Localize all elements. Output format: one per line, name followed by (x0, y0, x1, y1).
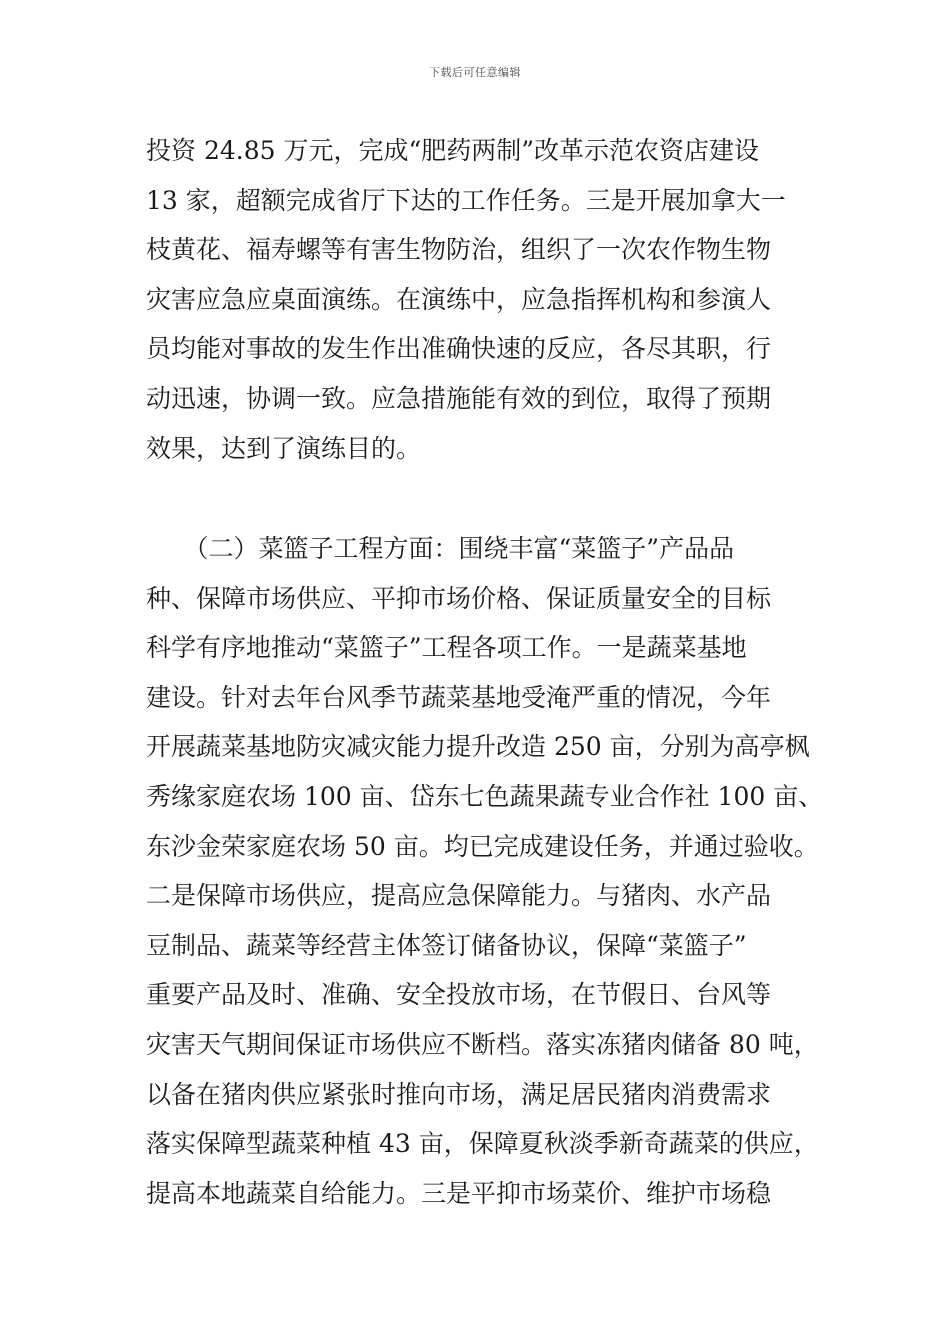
text-line: 落实保障型蔬菜种植 43 亩，保障夏秋淡季新奇蔬菜的供应， (146, 1129, 819, 1159)
text-line: 动迅速，协调一致。应急措施能有效的到位，取得了预期 (146, 383, 772, 413)
text-line: 开展蔬菜基地防灾减灾能力提升改造 250 亩，分别为高亭枫 (146, 732, 810, 762)
text-line: 科学有序地推动“菜篮子”工程各项工作。一是蔬菜基地 (146, 633, 747, 663)
text-line: 以备在猪肉供应紧张时推向市场，满足居民猪肉消费需求 (146, 1079, 772, 1109)
text-line: 投资 24.85 万元，完成“肥药两制”改革示范农资店建设 (146, 136, 760, 165)
text-line: 二是保障市场供应，提高应急保障能力。与猪肉、水产品 (146, 881, 772, 911)
text-line: 重要产品及时、准确、安全投放市场，在节假日、台风等 (146, 980, 772, 1010)
paragraph-2 (146, 524, 826, 1218)
text-line: 灾害应急应桌面演练。在演练中，应急指挥机构和参演人 (146, 284, 772, 314)
text-line: 13 家，超额完成省厅下达的工作任务。三是开展加拿大一 (146, 185, 786, 215)
text-line: 豆制品、蔬菜等经营主体签订储备协议，保障“菜篮子” (146, 930, 747, 960)
text-line: 效果，达到了演练目的。 (146, 433, 422, 463)
text-line: 秀缘家庭农场 100 亩、岱东七色蔬果蔬专业合作社 100 亩、 (146, 781, 824, 811)
page-header: 下载后可任意编辑 (429, 66, 521, 79)
text-line: 提高本地蔬菜自给能力。三是平抑市场菜价、维护市场稳 (146, 1178, 772, 1208)
text-line: 灾害天气期间保证市场供应不断档。落实冻猪肉储备 80 吨， (146, 1029, 819, 1059)
text-line: 员均能对事故的发生作出准确快速的反应，各尽其职，行 (146, 334, 772, 364)
text-line: （二）菜篮子工程方面：围绕丰富“菜篮子”产品品 (146, 534, 735, 563)
text-line: 建设。针对去年台风季节蔬菜基地受淹严重的情况，今年 (146, 682, 772, 712)
paragraph-1 (146, 126, 826, 473)
text-line: 种、保障市场供应、平抑市场价格、保证质量安全的目标 (146, 583, 772, 613)
text-line: 枝黄花、福寿螺等有害生物防治，组织了一次农作物生物 (146, 235, 772, 265)
text-line: 东沙金荣家庭农场 50 亩。均已完成建设任务，并通过验收。 (146, 831, 819, 861)
